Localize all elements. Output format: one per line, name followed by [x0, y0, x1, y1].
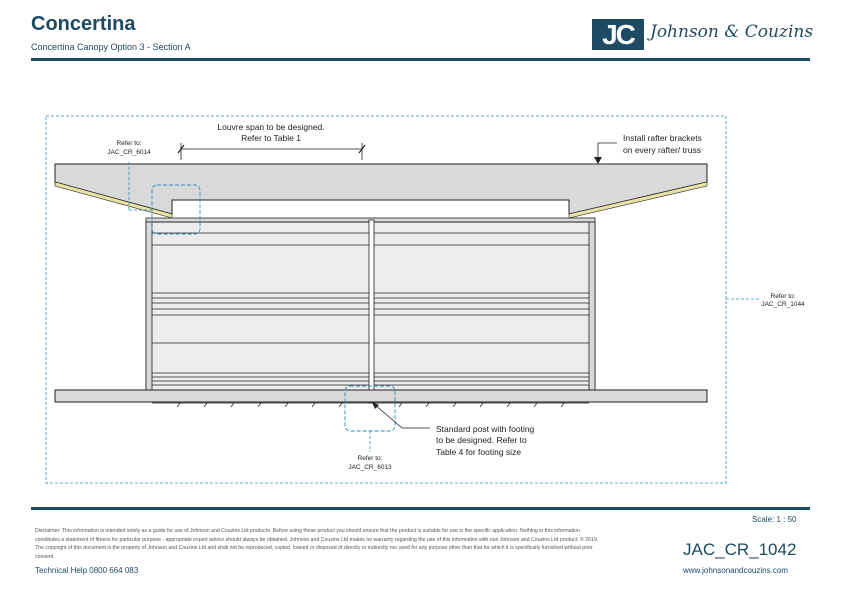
disclaimer-text: Disclaimer: This information is intended solely as a guide for use of Johnson and Couzins Ltd products. Before using these product you should ensure that the product is suitable for use in the specific application. Nothing in this information constitutes a statement of fitness for particular purpose - appropriate expert advice should always be obtained. Johnson and Couzins Ltd makes no warranty regarding the use of this information with non Johnson and Couzins Ltd product. © 2019. The copyright of this document is the property of Johnson and Couzins Ltd and shall not be reproduced, copied, loaned or disposed of directly or indirectly nor used for any purpose other than that for which it is specifically furnished without prior consent. [35, 528, 599, 560]
louvre-span-note-line1: Louvre span to be designed. [217, 122, 325, 132]
bracket-note-line1: Install rafter brackets [623, 133, 702, 143]
refer-label-bottom-line2: JAC_CR_6013 [348, 464, 392, 471]
technical-help: Technical Help 0800 664 083 [35, 566, 139, 575]
website-link[interactable]: www.johnsonandcouzins.com [683, 566, 788, 575]
refer-label-left-line1: Refer to: [116, 140, 142, 147]
post-note-line1: Standard post with footing [436, 424, 535, 434]
drawing-number: JAC_CR_1042 [683, 540, 797, 559]
bracket-arrowhead [594, 157, 602, 164]
refer-label-bottom-line1: Refer to: [357, 455, 383, 462]
ground-hatching [177, 403, 564, 407]
left-post [146, 222, 152, 390]
footer-divider [31, 507, 810, 510]
post-note-line3: Table 4 for footing size [436, 447, 522, 457]
post-leader [374, 404, 402, 428]
right-post [589, 222, 595, 390]
floor-slab [55, 390, 707, 402]
centre-post [369, 220, 374, 403]
refer-label-right-line1: Refer to: [770, 293, 796, 300]
logo-mark: JC [592, 19, 644, 50]
bracket-note-line2: on every rafter/ truss [623, 145, 701, 155]
scale-label: Scale: 1 : 50 [752, 515, 797, 524]
refer-label-right-line2: JAC_CR_1044 [761, 301, 805, 308]
page-subtitle: Concertina Canopy Option 3 - Section A [31, 42, 191, 52]
louvre-span-note-line2: Refer to Table 1 [241, 133, 301, 143]
post-note-line2: to be designed. Refer to [436, 435, 527, 445]
logo-name: Johnson & Couzins [650, 22, 814, 42]
refer-label-left-line2: JAC_CR_6014 [107, 149, 151, 156]
page-title: Concertina [31, 13, 136, 35]
